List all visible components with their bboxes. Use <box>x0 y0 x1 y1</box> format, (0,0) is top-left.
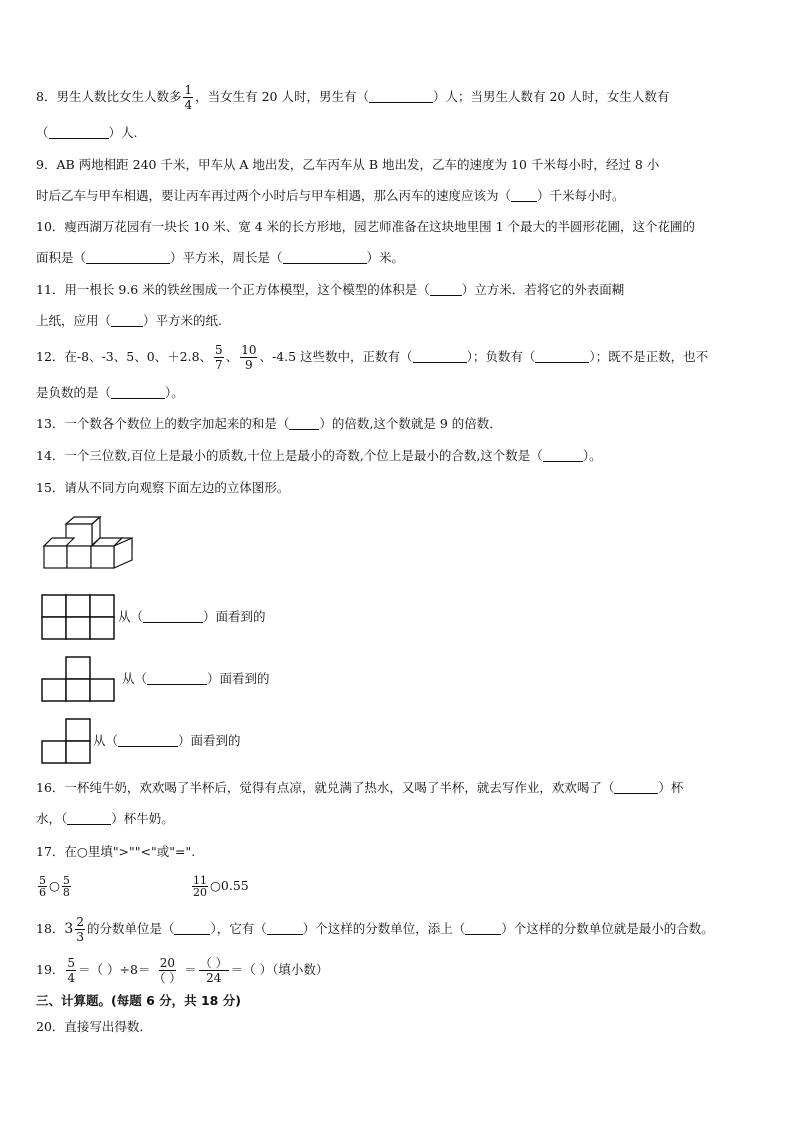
answer-blank[interactable] <box>267 920 303 935</box>
fraction-five-quarters: $\frac{5}{4}$ <box>67 956 76 985</box>
question-9-line2: 时后乙车与甲车相遇，要让丙车再过两个小时后与甲车相遇，那么丙车的速度应该为（ ）千米每小时。 <box>36 188 625 203</box>
question-16: 16．一杯纯牛奶，欢欢喝了半杯后，觉得有点凉，就兑满了热水，又喝了半杯，就去写作业，欢欢喝了（ ）杯 <box>36 780 684 795</box>
question-17-left <box>36 871 73 901</box>
question-10: 10．瘦西湖万花园有一块长 10 米、宽 4 米的长方形地，园艺师准备在这块地里围 1 个最大的半圆形花圃，这个花圃的 <box>36 219 696 234</box>
fraction-ten-ninths: $\frac{10}{9}$ <box>241 343 257 372</box>
question-15: 15．请从不同方向观察下面左边的立体图形。 <box>36 480 290 495</box>
view-2x3-grid <box>41 594 115 640</box>
answer-blank[interactable] <box>543 447 583 462</box>
answer-blank[interactable] <box>147 670 207 685</box>
compare-circle[interactable]: ○ <box>210 878 221 893</box>
question-18: 18．3 $\frac{2}{3}$ 的分数单位是（ ），它有（ ）个这样的分数单位，添上（ ）个这样的分数单位就是最小的合数。 <box>36 915 714 944</box>
answer-blank[interactable] <box>465 920 501 935</box>
answer-blank[interactable] <box>143 608 203 623</box>
answer-blank[interactable] <box>174 920 210 935</box>
question-13: 13．一个数各个数位上的数字加起来的和是（ ）的倍数,这个数就是 9 的倍数． <box>36 416 502 431</box>
question-17-right: $\frac{11}{20}$ ○0.55 <box>193 874 249 899</box>
question-12-line2: 是负数的是（ ）。 <box>36 385 184 400</box>
answer-blank[interactable] <box>111 312 143 327</box>
answer-blank[interactable] <box>430 281 462 296</box>
question-9: 9．AB 两地相距 240 千米，甲车从 A 地出发，乙车丙车从 B 地出发，乙车的速度为 10 千米每小时，经过 8 小 <box>36 157 660 172</box>
question-8: 8．男生人数比女生人数多 $\frac{1}{4}$ ，当女生有 20 人时，男生有（ ）人；当男生人数有 20 人时，女生人数有 <box>36 83 670 112</box>
fraction-one-quarter: $\frac{1}{4}$ <box>184 83 193 112</box>
answer-blank[interactable] <box>369 88 433 103</box>
view-l-shape <box>41 718 91 764</box>
answer-blank[interactable] <box>289 415 319 430</box>
question-11-line2: 上纸，应用（ ）平方米的纸. <box>36 313 222 328</box>
question-19: 19． $\frac{5}{4}$ ＝（ ）÷8＝ $\frac{20}{( )}$ ＝ $\frac{( )}{24}$ ＝（ ）（填小数） <box>36 956 329 985</box>
question-14: 14．一个三位数,百位上是最小的质数,十位上是最小的奇数,个位上是最小的合数,这个数是（ ）。 <box>36 448 602 463</box>
view-3-label: 从（ ）面看到的 <box>93 733 241 748</box>
fraction-five-sixths: $\frac{5}{6}$ <box>39 874 46 899</box>
view-2-label: 从（ ）面看到的 <box>122 671 270 686</box>
question-16-line2: 水，（ ）杯牛奶。 <box>36 811 174 826</box>
section-3-heading: 三、计算题。(每题 6 分，共 18 分) <box>36 993 241 1008</box>
answer-blank[interactable] <box>614 779 658 794</box>
view-1-label: 从（ ）面看到的 <box>118 609 266 624</box>
answer-blank[interactable] <box>49 124 109 139</box>
view-t-shape <box>41 656 115 702</box>
answer-blank[interactable] <box>86 249 170 264</box>
question-8-line2: （ ）人. <box>36 125 138 140</box>
fraction-eleven-twentieths: $\frac{11}{20}$ <box>193 874 207 899</box>
question-10-line2: 面积是（ ）平方米，周长是（ ）米。 <box>36 250 405 265</box>
fraction-blank-over-24: $\frac{( )}{24}$ <box>199 956 228 985</box>
compare-circle[interactable]: ○ <box>49 878 60 893</box>
answer-blank[interactable] <box>111 384 165 399</box>
question-17: 17．在○里填">""<"或"=". <box>36 844 196 859</box>
fraction-five-eighths: $\frac{5}{8}$ <box>62 874 70 899</box>
answer-blank[interactable] <box>511 187 537 202</box>
cube-stack-figure <box>40 514 136 570</box>
answer-blank[interactable] <box>413 348 467 363</box>
answer-blank[interactable] <box>67 810 111 825</box>
answer-blank[interactable] <box>535 348 589 363</box>
question-12: 12．在-8、-3、5、0、＋2.8、 $\frac{5}{7}$ 、 $\frac{10}{9}$ 、-4.5 这些数中，正数有（ ）；负数有（ ）；既不是正数，也不 <box>36 343 709 372</box>
answer-blank[interactable] <box>118 732 178 747</box>
fraction-twenty-over-blank: $\frac{20}{( )}$ <box>153 956 182 985</box>
mixed-fraction: $\frac{2}{3}$ <box>76 915 84 944</box>
question-11: 11．用一根长 9.6 米的铁丝围成一个正方体模型，这个模型的体积是（ ）立方米．若将它的外表面糊 <box>36 282 625 297</box>
fraction-five-sevenths: $\frac{5}{7}$ <box>215 343 223 372</box>
answer-blank[interactable] <box>283 249 367 264</box>
question-20: 20．直接写出得数． <box>36 1019 152 1034</box>
